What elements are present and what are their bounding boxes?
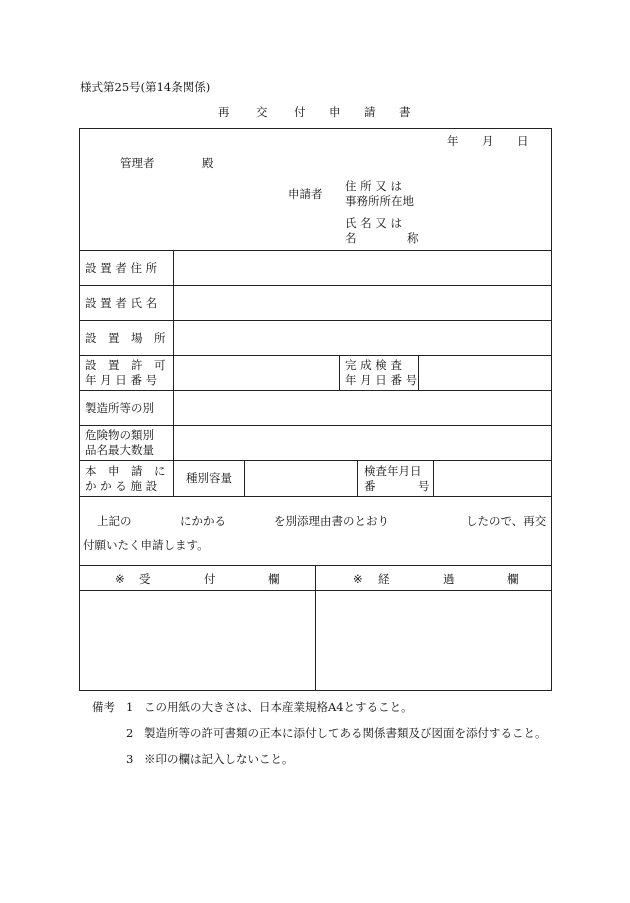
permit-label: 年 月 日 番 号: [85, 373, 158, 387]
inspection-label: 号: [418, 479, 430, 493]
column-divider: [357, 460, 358, 496]
date-day-label: 日: [517, 134, 529, 148]
installer-name-label: 設 置 者 氏 名: [85, 296, 158, 310]
date-month-label: 月: [482, 134, 494, 148]
statement-text: 上記の: [97, 514, 132, 528]
date-year-label: 年: [447, 134, 459, 148]
progress-header: 経: [378, 572, 390, 586]
hazard-field[interactable]: [174, 426, 551, 460]
table-border-bottom: [79, 690, 552, 691]
location-label: 設 置 場 所: [85, 331, 166, 345]
title-char: 書: [399, 105, 411, 119]
reception-header: 欄: [268, 572, 280, 586]
installer-address-label: 設 置 者 住 所: [85, 261, 158, 275]
addressee-label: 管理者: [120, 156, 155, 170]
facility-label: 本 申 請 に: [85, 464, 166, 478]
facility-type-field[interactable]: [174, 391, 551, 425]
reception-header: 受: [139, 572, 151, 586]
permit-field[interactable]: [174, 356, 339, 390]
table-border-right: [551, 128, 552, 691]
installer-name-field[interactable]: [174, 286, 551, 320]
reception-field[interactable]: [80, 591, 315, 690]
table-border-top: [79, 128, 552, 129]
row-divider: [79, 496, 552, 497]
kind-capacity-field[interactable]: [245, 461, 357, 496]
statement-text: を別添理由書のとおり: [274, 514, 389, 528]
completion-label: 完 成 検 査: [345, 358, 402, 372]
facility-label: か か る 施 設: [85, 479, 158, 493]
hazard-label: 危険物の類別: [85, 428, 154, 442]
note-number: 1: [126, 700, 134, 714]
applicant-label: 申請者: [288, 187, 323, 201]
progress-header: 欄: [507, 572, 519, 586]
applicant-name-label: 氏 名 又 は: [345, 216, 402, 230]
facility-type-label: 製造所等の別: [85, 401, 154, 415]
installer-address-field[interactable]: [174, 251, 551, 285]
permit-label: 設 置 許 可: [85, 358, 166, 372]
title-char: 申: [329, 105, 341, 119]
progress-field[interactable]: [316, 591, 551, 690]
note-number: 3: [126, 752, 134, 766]
reception-header: 付: [204, 572, 216, 586]
title-char: 再: [218, 105, 230, 119]
applicant-address-label: 事務所所在地: [345, 194, 414, 208]
title-char: 交: [256, 105, 268, 119]
form-label: 様式第25号(第14条関係): [80, 80, 211, 94]
statement-text: したので、再交: [466, 514, 547, 528]
statement-text: 付願いたく申請します。: [83, 538, 209, 552]
note-text: この用紙の大きさは、日本産業規格A4とすること。: [144, 700, 413, 714]
addressee-honorific: 殿: [202, 156, 214, 170]
applicant-name-label: 名: [345, 231, 357, 245]
completion-label: 年 月 日 番 号: [345, 373, 418, 387]
hazard-label: 品名最大数量: [85, 443, 154, 457]
applicant-name-label: 称: [407, 231, 419, 245]
title-char: 請: [364, 105, 376, 119]
progress-mark: ※: [353, 572, 363, 586]
title-char: 付: [294, 105, 306, 119]
inspection-label: 番: [364, 479, 376, 493]
kind-capacity-label: 種別容量: [186, 471, 232, 485]
statement-text: にかかる: [180, 514, 226, 528]
reception-mark: ※: [115, 572, 125, 586]
note-text: ※印の欄は記入しないこと。: [144, 752, 294, 766]
column-divider: [339, 355, 340, 390]
applicant-address-label: 住 所 又 は: [345, 179, 402, 193]
inspection-label: 検査年月日: [364, 464, 422, 478]
location-field[interactable]: [174, 321, 551, 355]
notes-label: 備考: [92, 700, 115, 714]
inspection-field[interactable]: [434, 461, 551, 496]
note-text: 製造所等の許可書類の正本に添付してある関係書類及び図面を添付すること。: [144, 726, 547, 740]
completion-field[interactable]: [419, 356, 551, 390]
progress-header: 過: [443, 572, 455, 586]
note-number: 2: [126, 726, 134, 740]
form-title: [218, 105, 413, 121]
